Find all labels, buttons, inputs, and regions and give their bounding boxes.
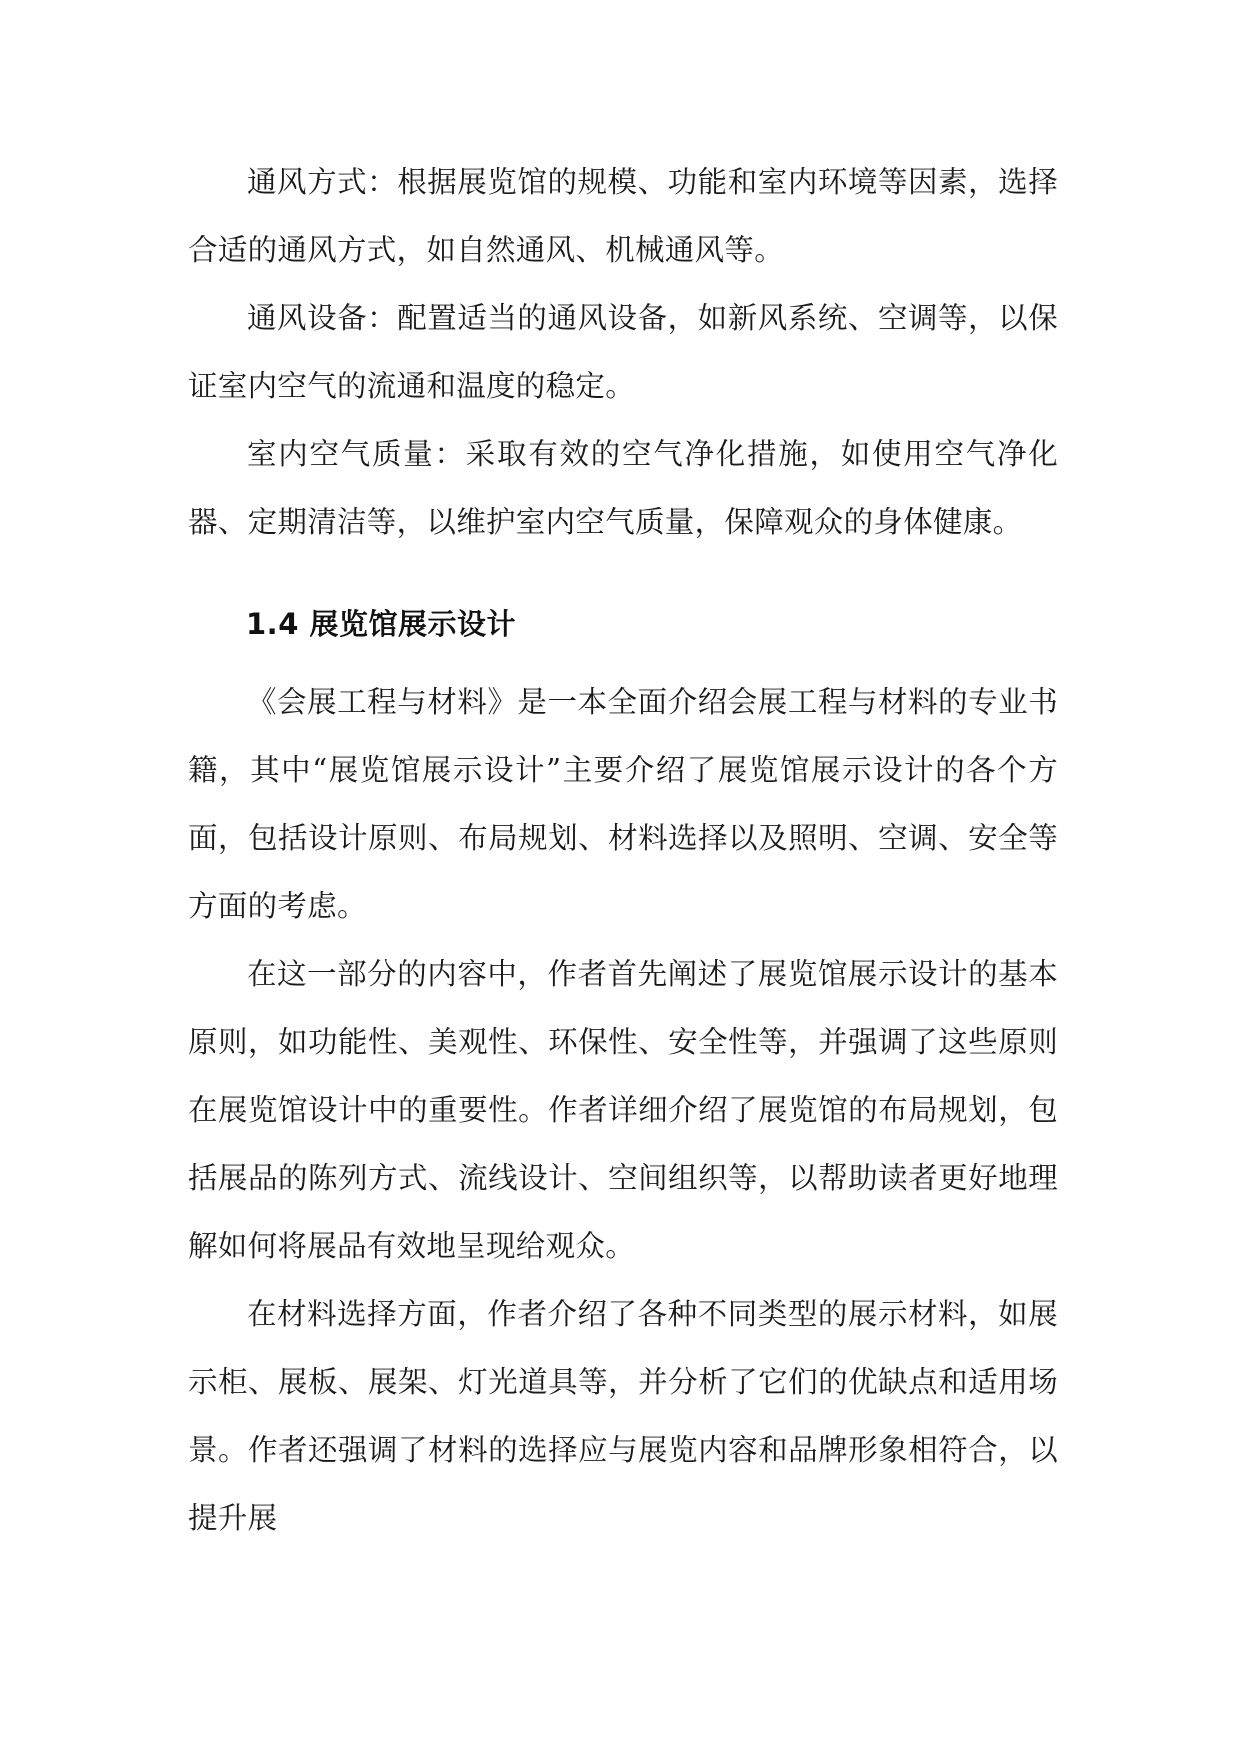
paragraph-ventilation-method: 通风方式：根据展览馆的规模、功能和室内环境等因素，选择合适的通风方式，如自然通风、机械通风等。 (188, 165, 1058, 267)
document-body (188, 148, 1058, 1552)
paragraph-material-selection: 在材料选择方面，作者介绍了各种不同类型的展示材料，如展示柜、展板、展架、灯光道具等，并分析了它们的优缺点和适用场景。作者还强调了材料的选择应与展览内容和品牌形象相符合，以提升展 (188, 1297, 1058, 1535)
paragraph-design-principles: 在这一部分的内容中，作者首先阐述了展览馆展示设计的基本原则，如功能性、美观性、环保性、安全性等，并强调了这些原则在展览馆设计中的重要性。作者详细介绍了展览馆的布局规划，包括展品的陈列方式、流线设计、空间组织等，以帮助读者更好地理解如何将展品有效地呈现给观众。 (188, 957, 1058, 1263)
section-heading: 1.4 展览馆展示设计 (246, 607, 516, 641)
paragraph-ventilation-equipment: 通风设备：配置适当的通风设备，如新风系统、空调等，以保证室内空气的流通和温度的稳定。 (188, 301, 1058, 403)
paragraph-book-intro: 《会展工程与材料》是一本全面介绍会展工程与材料的专业书籍，其中“展览馆展示设计”主要介绍了展览馆展示设计的各个方面，包括设计原则、布局规划、材料选择以及照明、空调、安全等方面的考虑。 (188, 685, 1058, 923)
paragraph-indoor-air-quality: 室内空气质量：采取有效的空气净化措施，如使用空气净化器、定期清洁等，以维护室内空气质量，保障观众的身体健康。 (188, 437, 1058, 539)
